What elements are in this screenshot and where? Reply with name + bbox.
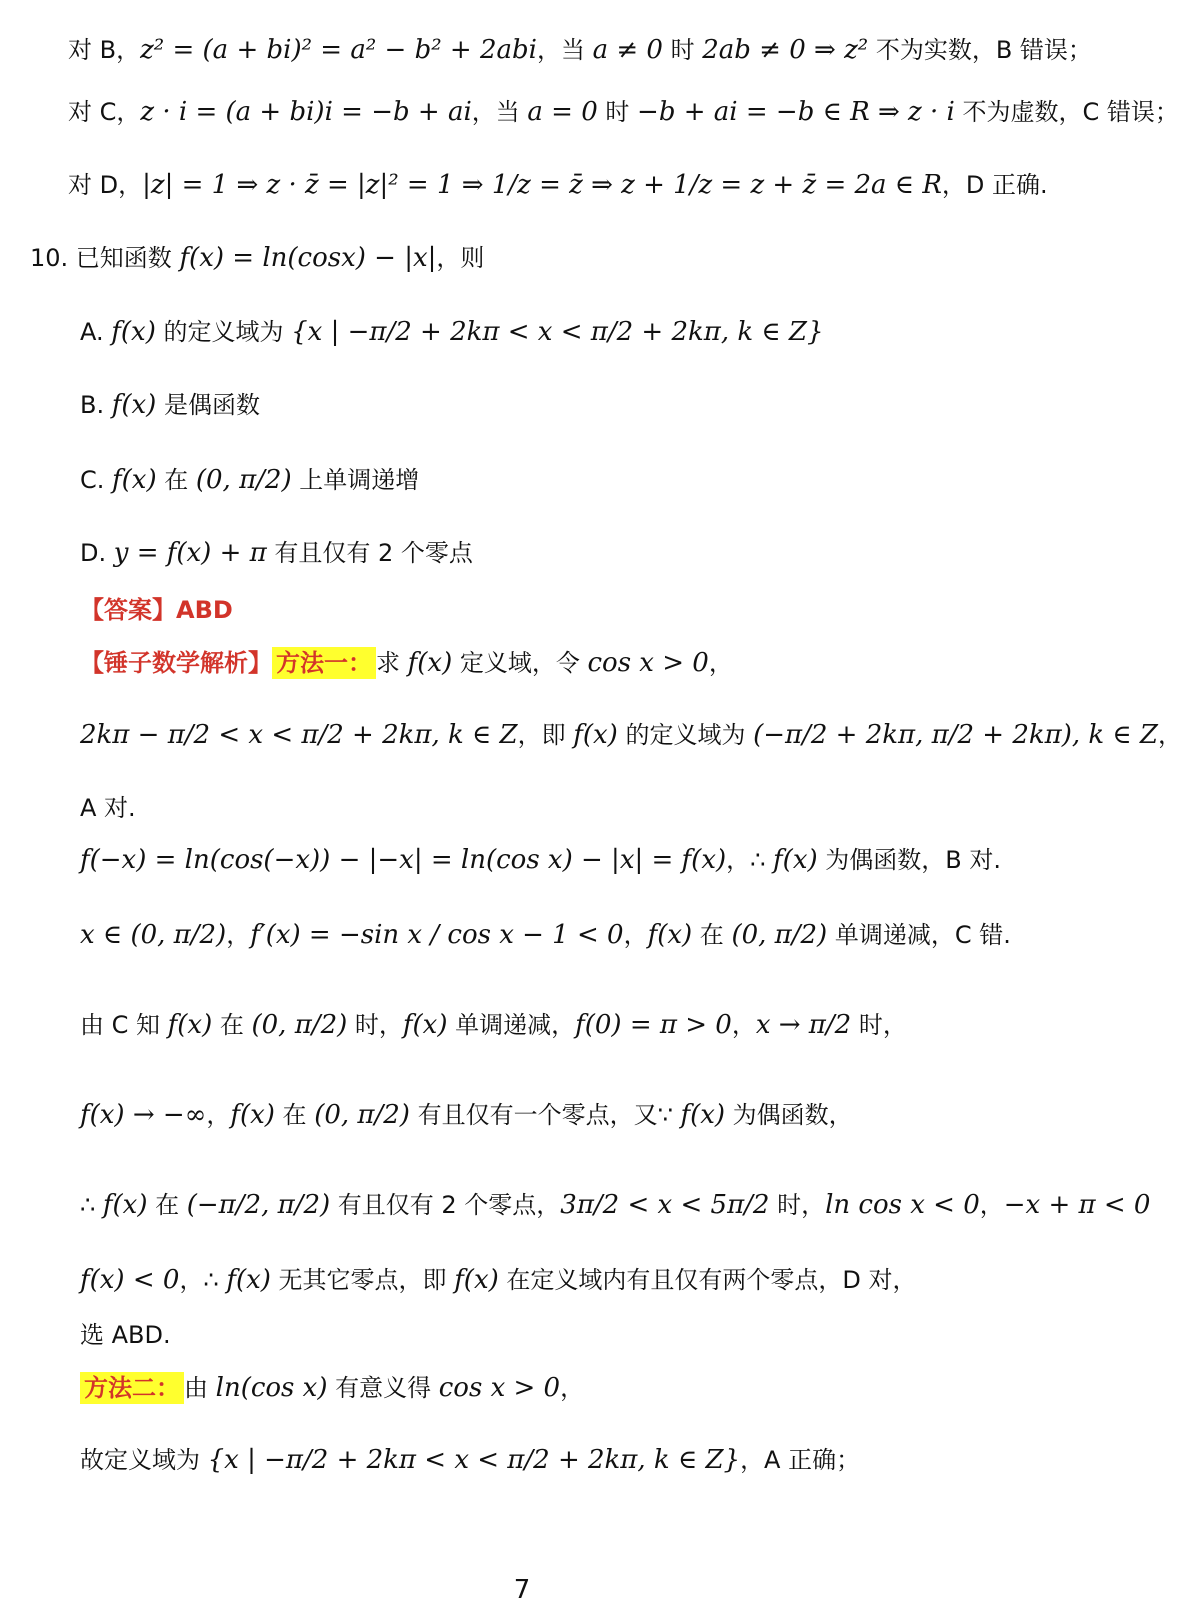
math-expression: |z| = 1 ⇒ z · z̄ = |z|² = 1 ⇒ 1/z = z̄ ⇒ z + 1/z = z + z̄ = 2a ∈ R <box>142 170 942 200</box>
math-expression: f(x) < 0 <box>80 1265 180 1295</box>
math-expression: f(x) <box>647 920 693 950</box>
text-line-21 <box>80 1440 1044 1475</box>
text-span: 无其它零点，即 <box>270 1266 455 1294</box>
text-line-17 <box>80 1185 1151 1220</box>
math-expression: x ∈ (0, π/2) <box>80 920 227 950</box>
text-line-20 <box>80 1368 1044 1403</box>
text-span: ，则 <box>436 244 485 272</box>
text-span: ， <box>731 1011 756 1039</box>
text-span: 时， <box>851 1011 907 1039</box>
page-number: 7 <box>513 1575 531 1605</box>
text-span: ， <box>623 921 648 949</box>
math-expression: f(x) <box>112 465 157 495</box>
math-expression: f(x) <box>573 720 618 750</box>
text-span: 不为虚数，C 错误； <box>954 98 1179 126</box>
text-span: 时 <box>662 36 703 64</box>
text-span: 选 ABD. <box>80 1321 171 1349</box>
highlighted-label: 方法二： <box>80 1372 184 1404</box>
text-span: 在 <box>156 466 196 494</box>
text-span: 有且仅有 2 个零点， <box>330 1191 561 1219</box>
math-expression: y = f(x) + π <box>113 538 267 568</box>
text-span: A 对. <box>80 794 136 822</box>
text-line-6 <box>80 385 1044 420</box>
text-span: ，即 <box>517 721 574 749</box>
math-expression: f(x) <box>167 1010 213 1040</box>
math-expression: f(x) = ln(cosx) − |x| <box>179 243 437 273</box>
text-span: 由 C 知 <box>80 1011 168 1039</box>
math-expression: f(x) <box>102 1190 148 1220</box>
text-line-16 <box>80 1095 1044 1130</box>
text-line-1 <box>68 30 1092 65</box>
math-expression: f(x) → −∞ <box>80 1100 207 1130</box>
text-span: 在 <box>692 921 732 949</box>
text-span: 求 <box>376 649 408 677</box>
text-line-19 <box>80 1315 1044 1350</box>
text-span: C. <box>80 466 113 494</box>
math-expression: f′(x) = −sin x / cos x − 1 < 0 <box>250 920 624 950</box>
text-span: 的定义域为 <box>617 721 754 749</box>
math-expression: −x + π < 0 <box>1003 1190 1151 1220</box>
math-expression: {x | −π/2 + 2kπ < x < π/2 + 2kπ, k ∈ Z} <box>207 1445 741 1475</box>
text-span: 有且仅有一个零点，又∵ <box>409 1101 681 1129</box>
math-expression: f(x) <box>111 390 157 420</box>
math-expression: {x | −π/2 + 2kπ < x < π/2 + 2kπ, k ∈ Z} <box>291 317 824 347</box>
text-span: 有且仅有 2 个零点 <box>266 539 473 567</box>
math-expression: f(x) <box>407 648 453 678</box>
math-expression: (0, π/2) <box>314 1100 410 1130</box>
text-span: ， <box>206 1101 231 1129</box>
text-span: ，D 正确. <box>941 171 1048 199</box>
math-expression: z · i = (a + bi)i = −b + ai <box>140 97 472 127</box>
text-line-9 <box>80 590 1044 625</box>
math-expression: ln cos x < 0 <box>825 1190 980 1220</box>
text-span: 在定义域内有且仅有两个零点，D 对， <box>498 1266 917 1294</box>
text-line-3 <box>68 165 1048 200</box>
text-span: 在 <box>274 1101 315 1129</box>
text-span: 对 B， <box>68 36 141 64</box>
answer-label: 【锤子数学解析】 <box>80 649 272 677</box>
text-span: 故定义域为 <box>80 1446 208 1474</box>
answer-label: 【答案】ABD <box>80 596 233 624</box>
math-expression: cos x > 0 <box>438 1373 561 1403</box>
text-span: ， <box>1158 721 1182 749</box>
text-span: D. <box>80 539 114 567</box>
text-span: 上单调递增 <box>291 466 420 494</box>
text-span: 有意义得 <box>327 1374 439 1402</box>
text-line-18 <box>80 1260 1044 1295</box>
math-expression: f(x) <box>402 1010 448 1040</box>
math-expression: 3π/2 < x < 5π/2 <box>560 1190 770 1220</box>
math-expression: ln(cos x) <box>215 1373 328 1403</box>
text-span: 定义域，令 <box>452 649 588 677</box>
math-expression: −b + ai = −b ∈ R ⇒ z · i <box>637 97 955 127</box>
math-expression: x → π/2 <box>755 1010 852 1040</box>
text-span: 在 <box>147 1191 187 1219</box>
math-expression: (−π/2, π/2) <box>186 1190 331 1220</box>
text-line-13 <box>80 840 1044 875</box>
highlighted-label: 方法一： <box>272 647 376 679</box>
text-span: ， <box>979 1191 1004 1219</box>
text-line-4 <box>30 238 1044 273</box>
text-line-14 <box>80 915 1044 950</box>
text-span: 10. 已知函数 <box>30 244 180 272</box>
math-expression: a ≠ 0 <box>592 35 663 65</box>
text-span: 对 D， <box>68 171 143 199</box>
text-line-2 <box>68 92 1179 127</box>
text-span: 由 <box>184 1374 216 1402</box>
text-span: 是偶函数 <box>156 391 260 419</box>
math-expression: f(x) <box>230 1100 275 1130</box>
text-span: B. <box>80 391 112 419</box>
text-span: ，A 正确； <box>740 1446 861 1474</box>
math-expression: cos x > 0 <box>587 648 709 678</box>
text-line-12 <box>80 788 1044 823</box>
text-span: 不为实数，B 错误； <box>868 36 1092 64</box>
math-expression: (0, π/2) <box>195 465 292 495</box>
text-span: 的定义域为 <box>155 318 292 346</box>
math-expression: a = 0 <box>527 97 598 127</box>
text-span: ，当 <box>536 36 593 64</box>
math-expression: f(x) <box>111 317 156 347</box>
text-span: 为偶函数， <box>725 1101 853 1129</box>
math-expression: (0, π/2) <box>251 1010 348 1040</box>
math-expression: f(x) <box>680 1100 726 1130</box>
text-span: 时， <box>769 1191 826 1219</box>
text-span: ， <box>708 649 733 677</box>
text-span: ，当 <box>471 98 528 126</box>
math-expression: 2kπ − π/2 < x < π/2 + 2kπ, k ∈ Z <box>80 720 518 750</box>
text-span: ， <box>560 1374 585 1402</box>
math-expression: f(x) <box>226 1265 271 1295</box>
text-span: 单调递减，C 错. <box>827 921 1011 949</box>
text-span: 时 <box>597 98 638 126</box>
math-expression: f(0) = π > 0 <box>575 1010 732 1040</box>
math-expression: (0, π/2) <box>731 920 828 950</box>
text-span: ∴ <box>80 1191 103 1219</box>
math-expression: f(x) <box>454 1265 499 1295</box>
text-span: ， <box>226 921 251 949</box>
text-span: ，∴ <box>179 1266 227 1294</box>
text-line-15 <box>80 1005 1044 1040</box>
text-line-10 <box>80 643 1044 678</box>
math-expression: 2ab ≠ 0 ⇒ z² <box>702 35 869 65</box>
text-span: 时， <box>347 1011 403 1039</box>
text-span: 为偶函数，B 对. <box>817 846 1001 874</box>
text-span: 单调递减， <box>447 1011 576 1039</box>
text-span: 对 C， <box>68 98 141 126</box>
text-line-7 <box>80 460 1044 495</box>
text-line-11 <box>80 715 1182 750</box>
math-expression: (−π/2 + 2kπ, π/2 + 2kπ), k ∈ Z <box>753 720 1158 750</box>
text-span: ，∴ <box>726 846 774 874</box>
math-expression: f(−x) = ln(cos(−x)) − |−x| = ln(cos x) − |x| = f(x) <box>80 845 727 875</box>
text-span: A. <box>80 318 112 346</box>
text-line-5 <box>80 312 1044 347</box>
text-span: 在 <box>212 1011 252 1039</box>
math-expression: f(x) <box>773 845 818 875</box>
math-expression: z² = (a + bi)² = a² − b² + 2abi <box>140 35 537 65</box>
text-line-8 <box>80 533 1044 568</box>
